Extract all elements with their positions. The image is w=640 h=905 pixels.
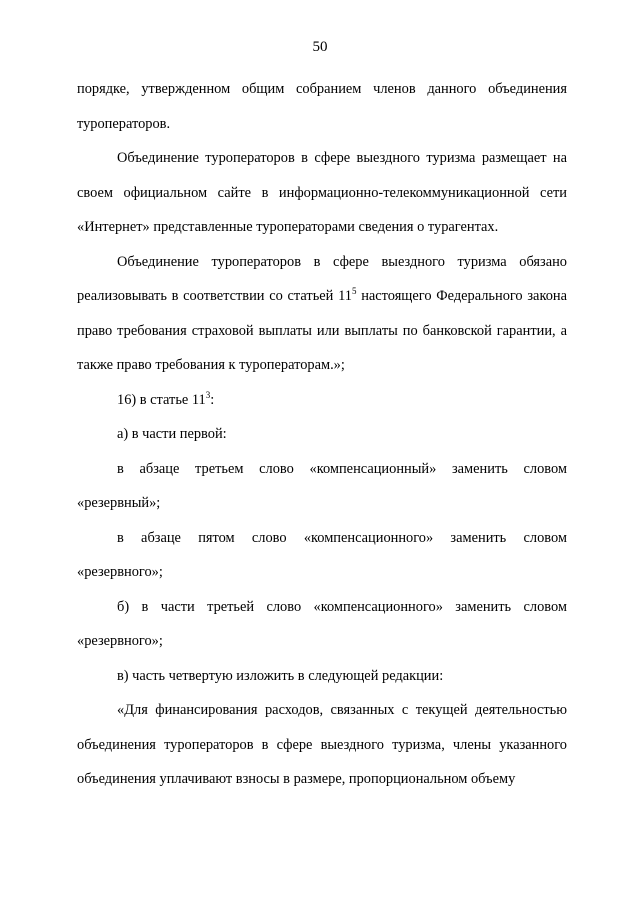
paragraph: «Для финансирования расходов, связанных с текущей деятельностью объединения туроператоров в сфере выездного туризма, члены указанного объединения уплачивают взносы в размере, пропорциональном объему: [77, 702, 567, 787]
paragraph: 16) в статье $11^3$:: [117, 389, 215, 408]
paragraph: Объединение туроператоров в сфере выездного туризма размещает на своем официальном сайте в информационно-телекоммуникационной сети «Интернет» представленные туроператорами сведения о турагентах.: [77, 150, 567, 235]
paragraph: в абзаце третьем слово «компенсационный» заменить словом «резервный»;: [77, 460, 567, 511]
superscript: 5: [351, 286, 357, 296]
document-body: [77, 72, 567, 797]
paragraph: порядке, утвержденном общим собранием членов данного объединения туроператоров.: [77, 81, 567, 132]
paragraph: а) в части первой:: [117, 426, 227, 442]
paragraph: Объединение туроператоров в сфере выездного туризма обязано реализовывать в соответствии со статьей $11^5$ настоящего Федерального закона право требования страховой выплаты или выплаты по банковской гарантии, а также право требования к туроператорам.»;: [77, 253, 567, 373]
page-number: 50: [312, 39, 328, 55]
paragraph: б) в части третьей слово «компенсационного» заменить словом «резервного»;: [77, 598, 567, 649]
paragraph: в) часть четвертую изложить в следующей редакции:: [117, 667, 444, 684]
superscript: 3: [205, 389, 211, 400]
paragraph: в абзаце пятом слово «компенсационного» заменить словом «резервного»;: [77, 529, 567, 580]
